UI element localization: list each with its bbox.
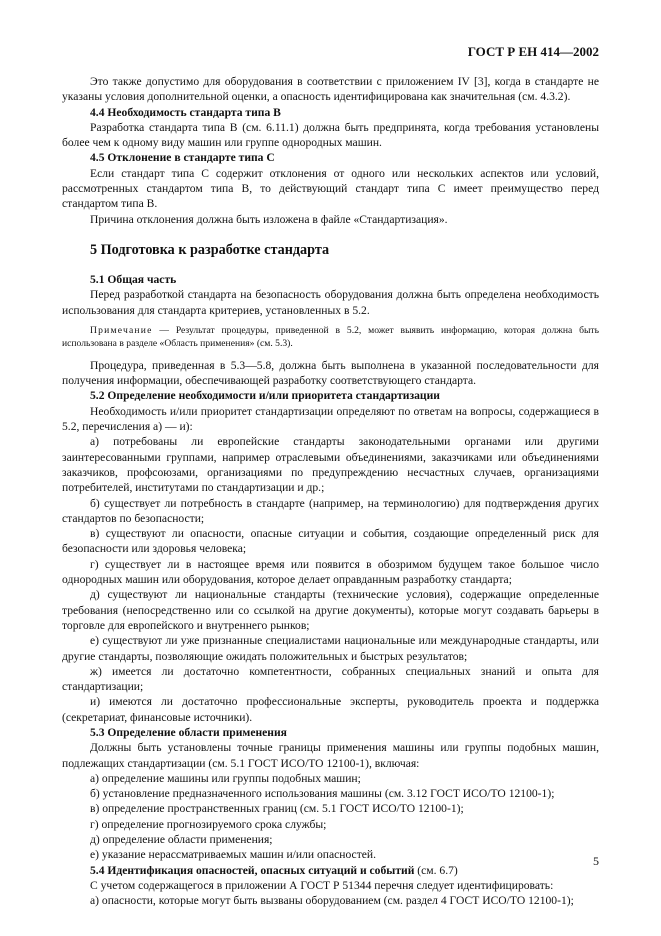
document-body [62, 74, 599, 909]
paragraph: Если стандарт типа С содержит отклонения от одного или нескольких аспектов или условий, рассмотренных стандартом типа В, то действующий стандарт типа С имеет преимущество перед стандартом типа В. [62, 166, 599, 211]
page-number: 5 [593, 854, 599, 868]
paragraph: С учетом содержащегося в приложении А ГОСТ Р 51344 перечня следует идентифицировать: [90, 878, 554, 892]
list-item: д) определение области применения; [90, 833, 273, 847]
paragraph: Должны быть установлены точные границы применения машины или группы подобных машин, подлежащих стандартизации (см. 5.1 ГОСТ ИСО/ТО 12100-1), включая: [62, 741, 599, 770]
section-heading-4-5: 4.5 Отклонение в стандарте типа С [90, 151, 275, 165]
heading-text: 5.4 Идентификация опасностей, опасных ситуаций и событий [90, 863, 415, 877]
paragraph: Процедура, приведенная в 5.3—5.8, должна быть выполнена в указанной последовательности для получения информации, обеспечивающей разработку соответствующего стандарта. [62, 358, 599, 388]
paragraph: Разработка стандарта типа В (см. 6.11.1) должна быть предпринята, когда требования установлены более чем к одному виду машин или группе однородных машин. [62, 120, 599, 150]
paragraph: Причина отклонения должна быть изложена в файле «Стандартизация». [90, 212, 448, 226]
section-heading-5-3: 5.3 Определение области применения [90, 725, 287, 739]
list-item: е) указание нерассматриваемых машин и/или опасностей. [90, 848, 377, 862]
list-item: б) существует ли потребность в стандарте (например, на терминологию) для подтверждения других стандартов по безопасности; [62, 496, 599, 525]
section-heading-4-4: 4.4 Необходимость стандарта типа В [90, 105, 281, 119]
list-item: а) опасности, которые могут быть вызваны оборудованием (см. раздел 4 ГОСТ ИСО/ТО 12100-1); [90, 894, 574, 908]
paragraph: Перед разработкой стандарта на безопасность оборудования должна быть определена необходимость использования для стандарта критериев, установленных в 5.2. [62, 288, 599, 317]
list-item: ж) имеется ли достаточно компетентности, собранных специальных знаний и опыта для стандартизации; [62, 664, 599, 694]
note-label: Примечание [90, 324, 153, 336]
list-item: и) имеются ли достаточно профессиональные эксперты, руководитель проекта и поддержка (секретариат, финансовые источники). [62, 695, 599, 724]
list-item: в) существуют ли опасности, опасные ситуации и события, создающие определенный риск для безопасности или здоровья человека; [62, 527, 599, 556]
note-text: — Результат процедуры, приведенной в 5.2, может выявить информацию, которая должна быть использована в разделе «Область применения» (см. 5.3). [62, 324, 599, 349]
section-title-5: 5 Подготовка к разработке стандарта [90, 241, 330, 258]
section-heading-5-2: 5.2 Определение необходимости и/или приоритета стандартизации [90, 389, 440, 403]
section-heading-5-1: 5.1 Общая часть [90, 272, 177, 286]
list-item: б) установление предназначенного использования машины (см. 3.12 ГОСТ ИСО/ТО 12100-1); [90, 787, 555, 801]
list-item: г) определение прогнозируемого срока службы; [90, 817, 327, 831]
running-header: ГОСТ Р ЕН 414—2002 [467, 44, 599, 59]
note [62, 324, 599, 350]
list-item: г) существует ли в настоящее время или появится в обозримом будущем такое большое число однородных машин или оборудования, которое делает оправданным разработку стандарта; [62, 557, 599, 587]
list-item: д) существуют ли национальные стандарты (технические условия), содержащие определенные требования (непосредственно или со ссылкой на другие документы), которые могут создавать барьеры в торговле для европейского и внутреннего рынков; [62, 588, 599, 632]
list-item: е) существуют ли уже признанные специалистами национальные или международные стандарты, или другие стандарты, позволяющие ожидать положительных и быстрых результатов; [62, 634, 599, 663]
list-item: в) определение пространственных границ (см. 5.1 ГОСТ ИСО/ТО 12100-1); [90, 802, 464, 816]
paragraph: Это также допустимо для оборудования в соответствии с приложением IV [3], когда в стандарте не указаны условия дополнительной оценки, а опасность идентифицирована как значительная (см. 4.3.2). [62, 75, 599, 104]
heading-reference: (см. 6.7) [414, 863, 458, 877]
list-item: а) потребованы ли европейские стандарты законодательными органами или другими заинтересованными группами, например отраслевыми объединениями, заказчиками или объединениями заказчиков, профсоюзами, организациями по предупреждению несчастных случаев, организациями потребителей, институтами по стандартизации и др.; [62, 435, 599, 495]
paragraph: Необходимость и/или приоритет стандартизации определяют по ответам на вопросы, содержащиеся в 5.2, перечисления а) — и): [62, 404, 599, 434]
list-item: а) определение машины или группы подобных машин; [90, 771, 361, 785]
section-heading-5-4 [62, 863, 599, 878]
